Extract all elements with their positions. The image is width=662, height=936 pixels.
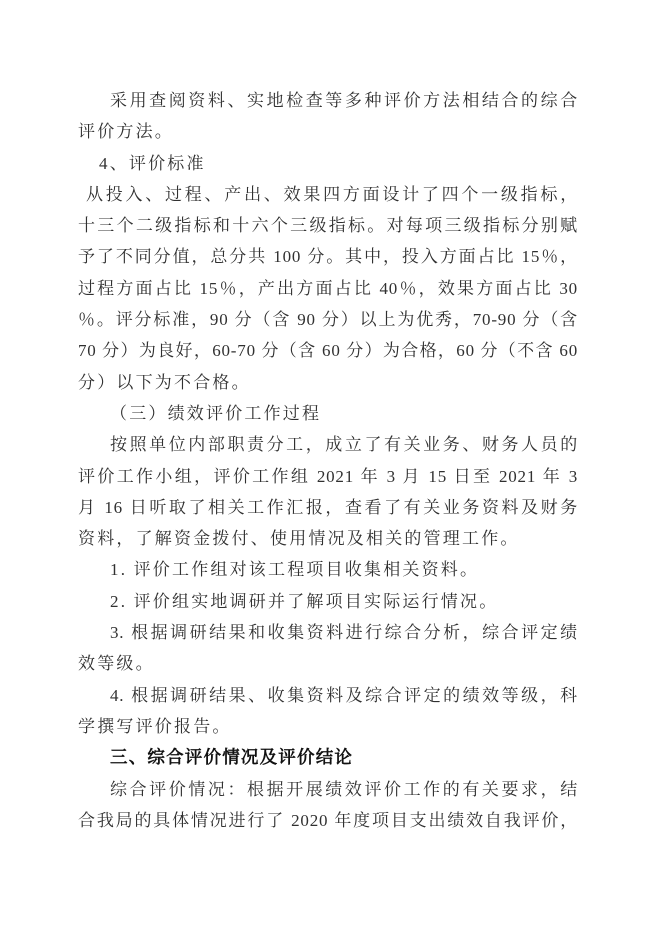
list-item-4-heading: 4、评价标准 bbox=[99, 153, 206, 173]
section-heading: 三、综合评价情况及评价结论 bbox=[110, 747, 354, 768]
text-line: 从投入、过程、产出、效果四方面设计了四个一级指标， bbox=[86, 184, 578, 204]
text-line: 采用查阅资料、实地检查等多种评价方法相结合的综合 bbox=[110, 91, 578, 110]
text-line: 70 分）为良好，60-70 分（含 60 分）为合格，60 分（不含 60 bbox=[78, 341, 578, 361]
text-line: 十三个二级指标和十六个三级指标。对每项三级指标分别赋 bbox=[78, 216, 578, 236]
document-body bbox=[78, 85, 578, 836]
text-line: 评价方法。 bbox=[78, 122, 174, 142]
numbered-item: 1. 评价工作组对该工程项目收集相关资料。 bbox=[110, 560, 480, 580]
numbered-item: 4. 根据调研结果、收集资料及综合评定的绩效等级，科 bbox=[110, 685, 578, 705]
text-line: 月 16 日听取了相关工作汇报，查看了有关业务资料及财务 bbox=[78, 497, 578, 517]
text-line: 分）以下为不合格。 bbox=[78, 372, 251, 392]
text-line: 效等级。 bbox=[78, 654, 155, 674]
subsection-heading: （三）绩效评价工作过程 bbox=[110, 403, 322, 423]
text-line: 资料，了解资金拨付、使用情况及相关的管理工作。 bbox=[78, 529, 520, 549]
text-line: 综合评价情况：根据开展绩效评价工作的有关要求，结 bbox=[110, 779, 578, 799]
text-line: 合我局的具体情况进行了 2020 年度项目支出绩效自我评价， bbox=[78, 810, 578, 830]
text-line: 予了不同分值，总分共 100 分。其中，投入方面占比 15％， bbox=[78, 247, 578, 267]
numbered-item: 3. 根据调研结果和收集资料进行综合分析，综合评定绩 bbox=[110, 623, 578, 643]
text-line: 学撰写评价报告。 bbox=[78, 716, 232, 736]
numbered-item: 2. 评价组实地调研并了解项目实际运行情况。 bbox=[110, 591, 499, 611]
text-line: 评价工作小组，评价工作组 2021 年 3 月 15 日至 2021 年 3 bbox=[78, 466, 578, 486]
text-line: 过程方面占比 15％，产出方面占比 40％，效果方面占比 30 bbox=[78, 278, 578, 298]
text-line: ％。评分标准，90 分（含 90 分）以上为优秀，70-90 分（含 bbox=[78, 310, 578, 330]
text-line: 按照单位内部职责分工，成立了有关业务、财务人员的 bbox=[110, 435, 578, 455]
